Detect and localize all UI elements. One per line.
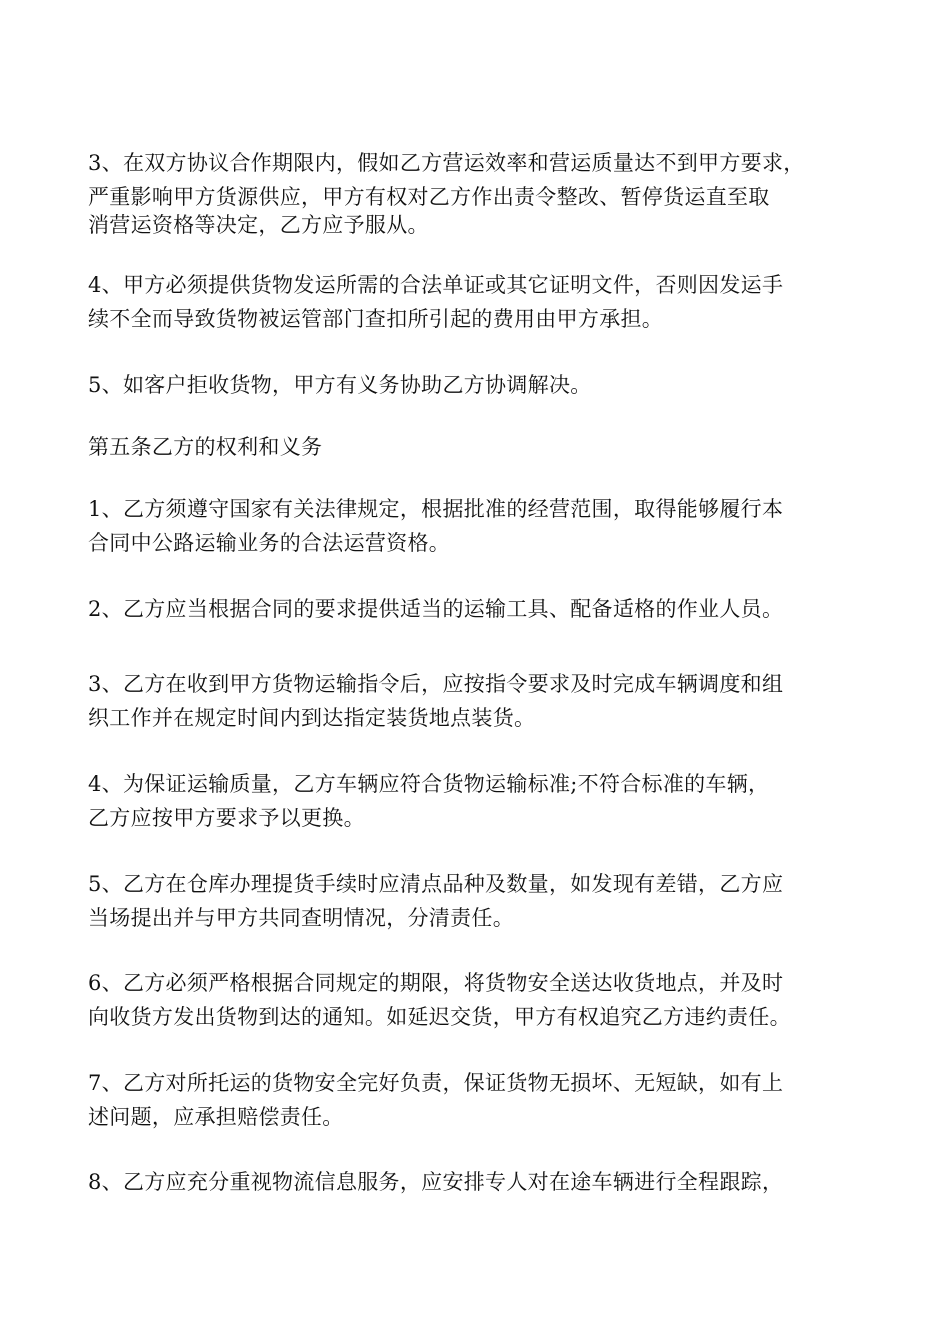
- clause-paragraph: [88, 146, 878, 242]
- paragraph-line: 向收货方发出货物到达的通知。如延迟交货，甲方有权追究乙方违约责任。: [88, 1005, 791, 1029]
- clause-paragraph: [88, 1066, 878, 1134]
- paragraph-line: 5、乙方在仓库办理提货手续时应清点品种及数量，如发现有差错，乙方应: [88, 872, 784, 896]
- clause-paragraph: [88, 492, 878, 560]
- paragraph-line: 7、乙方对所托运的货物安全完好负责，保证货物无损坏、无短缺，如有上: [88, 1071, 784, 1095]
- paragraph-line: 乙方应按甲方要求予以更换。: [88, 806, 365, 830]
- clause-paragraph: [88, 1165, 878, 1199]
- paragraph-line: 5、如客户拒收货物，甲方有义务协助乙方协调解决。: [88, 373, 592, 397]
- paragraph-line: 8、乙方应充分重视物流信息服务，应安排专人对在途车辆进行全程跟踪，: [88, 1170, 784, 1194]
- clause-paragraph: [88, 767, 878, 835]
- paragraph-line: 2、乙方应当根据合同的要求提供适当的运输工具、配备适格的作业人员。: [88, 597, 784, 621]
- paragraph-line: 续不全而导致货物被运管部门查扣所引起的费用由甲方承担。: [88, 307, 664, 331]
- clause-paragraph: [88, 368, 878, 402]
- paragraph-line: 织工作并在规定时间内到达指定装货地点装货。: [88, 706, 536, 730]
- section-heading: [88, 430, 878, 464]
- paragraph-line: 3、在双方协议合作期限内，假如乙方营运效率和营运质量达不到甲方要求，: [88, 151, 805, 175]
- paragraph-line: 4、甲方必须提供货物发运所需的合法单证或其它证明文件，否则因发运手: [88, 273, 784, 297]
- clause-paragraph: [88, 268, 878, 336]
- paragraph-line: 述问题，应承担赔偿责任。: [88, 1105, 344, 1129]
- paragraph-line: 严重影响甲方货源供应，甲方有权对乙方作出责令整改、暂停货运直至取: [88, 185, 770, 209]
- paragraph-line: 6、乙方必须严格根据合同规定的期限，将货物安全送达收货地点，并及时: [88, 971, 784, 995]
- paragraph-line: 4、为保证运输质量，乙方车辆应符合货物运输标准;不符合标准的车辆，: [88, 772, 770, 796]
- paragraph-line: 当场提出并与甲方共同查明情况，分清责任。: [88, 906, 514, 930]
- clause-paragraph: [88, 867, 878, 935]
- clause-paragraph: [88, 667, 878, 735]
- paragraph-line: 消营运资格等决定，乙方应予服从。: [88, 213, 429, 237]
- paragraph-line: 3、乙方在收到甲方货物运输指令后，应按指令要求及时完成车辆调度和组: [88, 672, 784, 696]
- paragraph-line: 合同中公路运输业务的合法运营资格。: [88, 531, 451, 555]
- clause-paragraph: [88, 966, 878, 1034]
- paragraph-line: 1、乙方须遵守国家有关法律规定，根据批准的经营范围，取得能够履行本: [88, 497, 784, 521]
- paragraph-line: 第五条乙方的权利和义务: [88, 435, 323, 459]
- clause-paragraph: [88, 592, 878, 626]
